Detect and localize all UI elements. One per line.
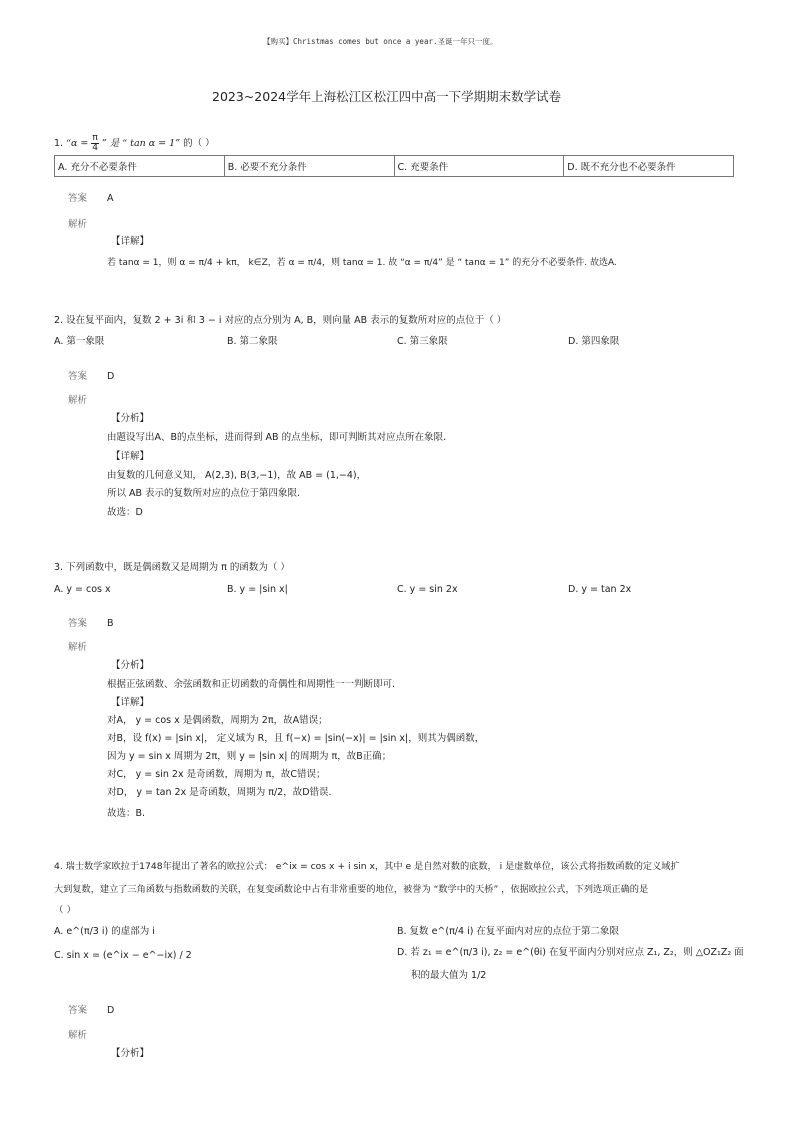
q3-option-b[interactable]: B. y = |sin x| bbox=[227, 584, 288, 595]
q1-stem: 1. “α = $\frac{\pi}{4}$ ” 是 “ tan α = 1” 的（ ） bbox=[54, 133, 215, 153]
q3-detail-tag: 【详解】 bbox=[111, 697, 150, 708]
q4-answer-label: 答案 bbox=[68, 1005, 88, 1016]
q4-stem-line: （ ） bbox=[54, 905, 77, 916]
q1-explanation: 若 tanα = 1，则 α = π/4 + kπ， k∈Z，若 α = π/4，则 tanα = 1. 故 “α = π/4” 是 “ tanα = 1” 的充分不必要条件. 故选A. bbox=[107, 258, 617, 268]
q3-detail-line: 对D， y = tan 2x 是奇函数，周期为 π/2，故D错误. bbox=[107, 787, 332, 798]
q2-detail-line: 所以 AB 表示的复数所对应的点位于第四象限. bbox=[107, 488, 301, 499]
q3-analysis-tag: 【分析】 bbox=[111, 660, 150, 671]
q1-option-d[interactable]: D. 既不充分也不必要条件 bbox=[567, 162, 676, 173]
q2-analysis-text: 由题设写出A、B的点坐标，进而得到 AB 的点坐标，即可判断其对应点所在象限. bbox=[107, 432, 447, 443]
q4-stem-line: 大到复数，建立了三角函数与指数函数的关联，在复变函数论中占有非常重要的地位，被誉为 “数学中的天桥” ，依据欧拉公式，下列选项正确的是 bbox=[54, 884, 649, 895]
q3-detail-line: 因为 y = sin x 周期为 2π，则 y = |sin x| 的周期为 π，故B正确； bbox=[107, 751, 392, 762]
q2-answer: D bbox=[107, 371, 115, 382]
q1-option-b[interactable]: B. 必要不充分条件 bbox=[225, 156, 395, 176]
q3-detail-line: 对B，设 f(x) = |sin x|， 定义域为 R，且 f(−x) = |sin(−x)| = |sin x|，则其为偶函数， bbox=[107, 733, 485, 744]
q3-answer-label: 答案 bbox=[68, 618, 88, 629]
q3-detail-line: 对A， y = cos x 是偶函数，周期为 2π，故A错误； bbox=[107, 715, 328, 726]
q3-analysis-text: 根据正弦函数、余弦函数和正切函数的奇偶性和周期性一一判断即可. bbox=[107, 679, 396, 690]
page-title: 2023~2024学年上海松江区松江四中高一下学期期末数学试卷 bbox=[212, 89, 562, 104]
q4-answer: D bbox=[107, 1005, 115, 1016]
q3-option-a[interactable]: A. y = cos x bbox=[54, 584, 111, 595]
q4-stem-line: 4. 瑞士数学家欧拉于1748年提出了著名的欧拉公式： e^ix = cos x + i sin x，其中 e 是自然对数的底数， i 是虚数单位，该公式将指数函数的定义域扩 bbox=[54, 861, 680, 872]
q2-detail-line: 由复数的几何意义知， A(2,3), B(3,−1)，故 AB = (1,−4)， bbox=[107, 470, 367, 481]
q1-answer: A bbox=[107, 193, 114, 204]
q1-option-a[interactable]: A. 充分不必要条件 bbox=[55, 156, 225, 176]
q2-option-c[interactable]: C. 第三象限 bbox=[397, 336, 448, 347]
q3-detail-line: 对C， y = sin 2x 是奇函数，周期为 π，故C错误； bbox=[107, 769, 326, 780]
q4-option-a[interactable]: A. e^(π/3 i) 的虚部为 i bbox=[54, 926, 155, 937]
q2-option-a[interactable]: A. 第一象限 bbox=[54, 336, 105, 347]
q2-stem: 2. 设在复平面内，复数 2 + 3i 和 3 − i 对应的点分别为 A, B，则向量 AB 表示的复数所对应的点位于（ ） bbox=[54, 315, 507, 326]
q4-analysis-label: 解析 bbox=[68, 1030, 88, 1041]
q1-options bbox=[54, 155, 734, 177]
q3-analysis-label: 解析 bbox=[68, 642, 88, 653]
q1-detail-tag: 【详解】 bbox=[111, 236, 150, 247]
q2-option-b[interactable]: B. 第二象限 bbox=[227, 336, 278, 347]
q4-analysis-tag: 【分析】 bbox=[111, 1048, 150, 1059]
q2-analysis-label: 解析 bbox=[68, 395, 88, 406]
q3-detail-line: 故选：B. bbox=[107, 808, 146, 819]
q4-option-d-cont: 积的最大值为 1/2 bbox=[411, 970, 487, 981]
q2-option-d[interactable]: D. 第四象限 bbox=[568, 336, 620, 347]
q2-detail-line: 故选：D bbox=[107, 507, 143, 518]
q4-option-b[interactable]: B. 复数 e^(π/4 i) 在复平面内对应的点位于第二象限 bbox=[397, 926, 619, 937]
q1-answer-label: 答案 bbox=[68, 193, 88, 204]
q1-analysis-label: 解析 bbox=[68, 219, 88, 230]
q3-answer: B bbox=[107, 618, 114, 629]
q3-stem: 3. 下列函数中，既是偶函数又是周期为 π 的函数为（ ） bbox=[54, 562, 290, 573]
q3-option-d[interactable]: D. y = tan 2x bbox=[568, 584, 632, 595]
q2-analysis-tag: 【分析】 bbox=[111, 413, 150, 424]
q4-option-c[interactable]: C. sin x = (e^ix − e^−ix) / 2 bbox=[54, 950, 192, 961]
q2-answer-label: 答案 bbox=[68, 371, 88, 382]
q2-detail-tag: 【详解】 bbox=[111, 451, 150, 462]
q1-option-c[interactable]: C. 充要条件 bbox=[395, 156, 565, 176]
q4-option-d[interactable]: D. 若 z₁ = e^(π/3 i), z₂ = e^(θi) 在复平面内分别对应点 Z₁, Z₂，则 △OZ₁Z₂ 面 bbox=[397, 947, 744, 958]
header-note: 【购买】Christmas comes but once a year.圣诞一年只一度。 bbox=[263, 37, 498, 46]
q3-option-c[interactable]: C. y = sin 2x bbox=[397, 584, 458, 595]
